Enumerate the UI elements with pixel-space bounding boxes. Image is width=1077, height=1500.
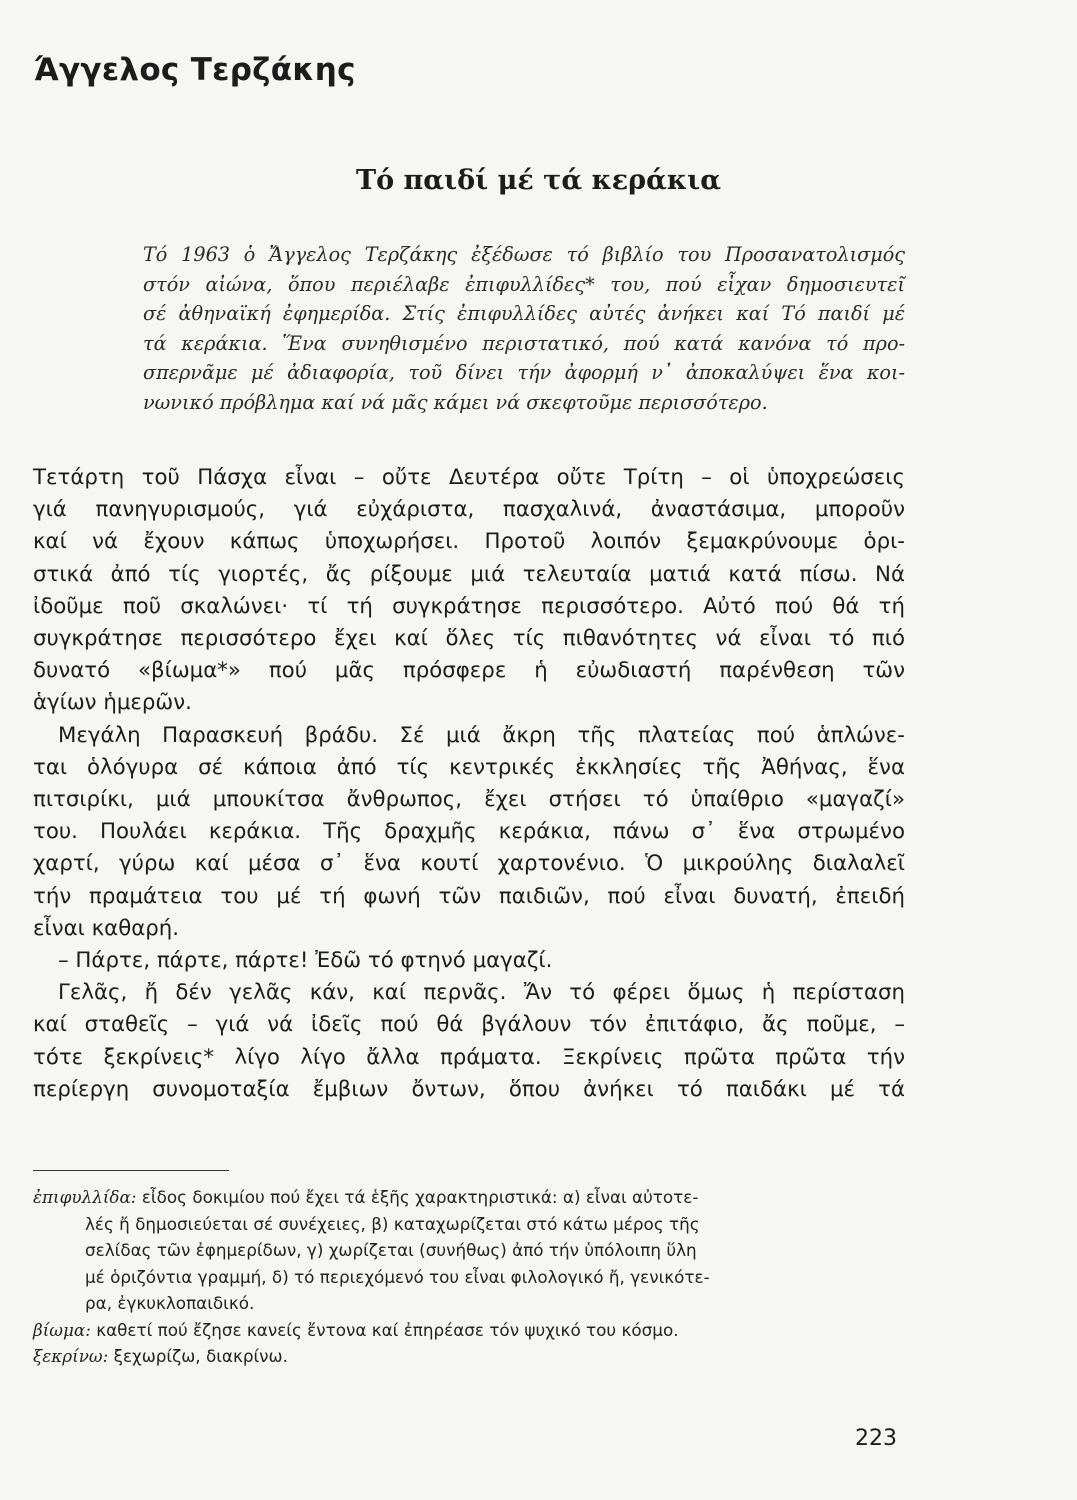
footnote-line: μέ ὁριζόντια γραμμή, δ) τό περιεχόμενό του εἶναι φιλολογικό ἤ, γενικότε- [85,1266,710,1287]
intro-line: νωνικό πρόβλημα καί νά μᾶς κάμει νά σκεφτοῦμε περισσότερο. [143,390,768,414]
body-line: Γελᾶς, ἤ δέν γελᾶς κάν, καί περνᾶς. Ἄν τό φέρει ὅμως ἡ περίσταση [58,980,905,1006]
author-name: Άγγελος Τερζάκης [34,52,356,88]
dialogue-line: – Πάρτε, πάρτε, πάρτε! Ἐδῶ τό φτηνό μαγαζί. [58,948,553,974]
intro-line: Τό 1963 ὁ Ἄγγελος Τερζάκης ἐξέδωσε τό βιβλίο του Προσανατολισμός [143,243,905,266]
body-line: ἰδοῦμε ποῦ σκαλώνει· τί τή συγκράτησε περισσότερο. Αὐτό πού θά τή [33,593,905,619]
intro-line: σπερνᾶμε μέ ἀδιαφορία, τοῦ δίνει τήν ἀφορμή ν᾿ ἀποκαλύψει ἕνα κοι- [143,361,905,385]
footnote-vioma [33,1317,905,1344]
footnote-term: ξεκρίνω: [33,1346,109,1366]
intro-line: τά κεράκια. Ἕνα συνηθισμένο περιστατικό, πού κατά κανόνα τό προ- [143,331,905,355]
body-line: Τετάρτη τοῦ Πάσχα εἶναι – οὔτε Δευτέρα οὔτε Τρίτη – οἱ ὑποχρεώσεις [33,465,905,490]
footnote-line: ρα, ἐγκυκλοπαιδικό. [85,1293,255,1313]
body-line: συγκράτησε περισσότερο ἔχει καί ὅλες τίς πιθανότητες νά εἶναι τό πιό [33,626,905,652]
footnote-line: σελίδας τῶν ἐφημερίδων, γ) χωρίζεται (συνήθως) ἀπό τήν ὑπόλοιπη ὕλη [85,1240,697,1260]
footnotes [33,1184,905,1370]
page-number: 223 [855,1426,897,1451]
body-line: δυνατό «βίωμα*» πού μᾶς πρόσφερε ἡ εὐωδιαστή παρένθεση τῶν [33,658,905,684]
body-line: καί σταθεῖς – γιά νά ἰδεῖς πού θά βγάλουν τόν ἐπιτάφιο, ἄς ποῦμε, – [33,1012,905,1038]
body-line: στικά ἀπό τίς γιορτές, ἄς ρίξουμε μιά τελευταία ματιά κατά πίσω. Νά [33,561,905,587]
footnote-xekrino [33,1343,905,1370]
footnote-line: λές ἤ δημοσιεύεται σέ συνέχειες, β) καταχωρίζεται στό κάτω μέρος τῆς [85,1213,700,1234]
body-line: καί νά ἔχουν κάπως ὑποχωρήσει. Προτοῦ λοιπόν ξεμακρύνουμε ὁρι- [33,529,905,555]
footnote-text: εἶδος δοκιμίου πού ἔχει τά ἑξῆς χαρακτηριστικά: α) εἶναι αὐτοτε- [136,1187,699,1207]
body-line: τήν πραμάτεια του μέ τή φωνή τῶν παιδιῶν, πού εἶναι δυνατή, ἐπειδή [33,883,905,909]
body-line: περίεργη συνομοταξία ἔμβιων ὄντων, ὅπου ἀνήκει τό παιδάκι μέ τά [33,1076,905,1102]
footnote-term: βίωμα: [33,1319,91,1340]
footnote-epifyllida [33,1184,905,1211]
story-body [33,462,905,1106]
footnote-text: ξεχωρίζω, διακρίνω. [108,1346,288,1366]
story-title: Τό παιδί μέ τά κεράκια [356,165,721,196]
body-line: Μεγάλη Παρασκευή βράδυ. Σέ μιά ἄκρη τῆς πλατείας πού ἁπλώνε- [58,722,905,748]
body-line: τότε ξεκρίνεις* λίγο λίγο ἄλλα πράματα. Ξεκρίνεις πρῶτα πρῶτα τήν [33,1044,905,1070]
body-line: ἁγίων ἡμερῶν. [33,690,192,716]
footnote-term: ἐπιφυλλίδα: [33,1187,137,1207]
body-line: γιά πανηγυρισμούς, γιά εὐχάριστα, πασχαλινά, ἀναστάσιμα, μποροῦν [33,497,905,523]
footnote-text: καθετί πού ἔζησε κανείς ἔντονα καί ἐπηρέασε τόν ψυχικό του κόσμο. [90,1319,679,1340]
body-line: ται ὁλόγυρα σέ κάποια ἀπό τίς κεντρικές ἐκκλησίες τῆς Ἀθήνας, ἕνα [33,754,905,780]
intro-paragraph [143,240,905,418]
footnote-divider [33,1170,229,1171]
body-line: πιτσιρίκι, μιά μπουκίτσα ἄνθρωπος, ἔχει στήσει τό ὑπαίθριο «μαγαζί» [33,787,905,813]
body-line: του. Πουλάει κεράκια. Τῆς δραχμῆς κεράκια, πάνω σ᾿ ἕνα στρωμένο [33,819,905,845]
body-line: εἶναι καθαρή. [33,915,180,941]
intro-line: στόν αἰώνα, ὅπου περιέλαβε ἐπιφυλλίδες* του, πού εἶχαν δημοσιευτεῖ [143,272,905,296]
intro-line: σέ ἀθηναϊκή ἐφημερίδα. Στίς ἐπιφυλλίδες αὐτές ἀνήκει καί Τό παιδί μέ [143,302,905,326]
body-line: χαρτί, γύρω καί μέσα σ᾿ ἕνα κουτί χαρτονένιο. Ὁ μικρούλης διαλαλεῖ [33,851,905,877]
